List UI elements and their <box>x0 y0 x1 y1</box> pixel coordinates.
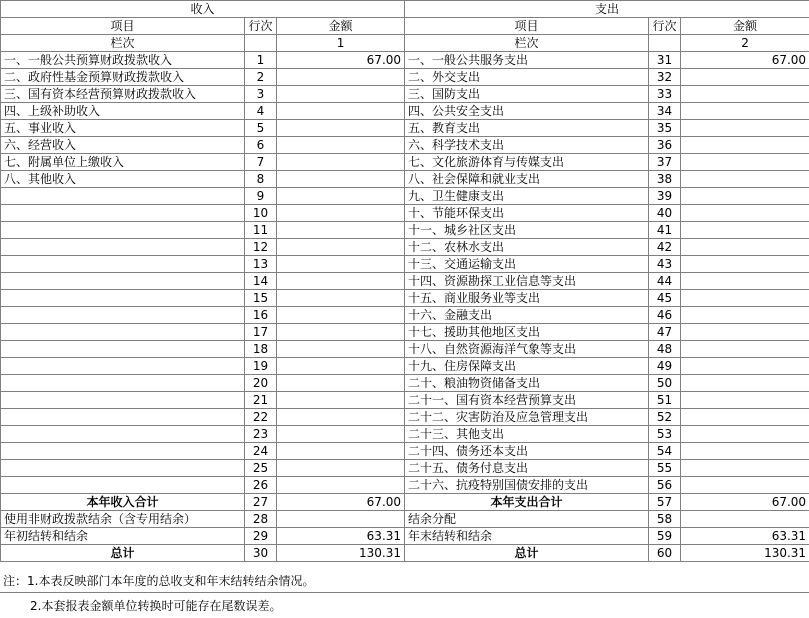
expense-amount-cell <box>681 86 809 103</box>
expense-amount-cell <box>681 205 809 222</box>
expense-line-cell: 36 <box>649 137 681 154</box>
expense-column-line-blank <box>649 35 681 52</box>
income-item-cell <box>1 239 245 256</box>
income-column-number: 1 <box>277 35 405 52</box>
income-item-cell <box>1 443 245 460</box>
income-item-cell <box>1 222 245 239</box>
grand-total-row <box>1 545 809 562</box>
income-line-header: 行次 <box>245 18 277 35</box>
income-item-cell: 七、附属单位上缴收入 <box>1 154 245 171</box>
expense-amount-cell <box>681 460 809 477</box>
income-item-cell: 八、其他收入 <box>1 171 245 188</box>
expense-line-cell: 40 <box>649 205 681 222</box>
income-amount-cell <box>277 256 405 273</box>
table-row <box>1 120 809 137</box>
grand-income-total-amount: 130.31 <box>277 545 405 562</box>
begin-carryover-line: 29 <box>245 528 277 545</box>
income-line-cell: 12 <box>245 239 277 256</box>
end-carryover-amount: 63.31 <box>681 528 809 545</box>
expense-item-cell: 十七、援助其他地区支出 <box>405 324 649 341</box>
year-income-total-label: 本年收入合计 <box>1 494 245 511</box>
income-line-cell: 1 <box>245 52 277 69</box>
grand-expense-total-label: 总计 <box>405 545 649 562</box>
income-line-cell: 26 <box>245 477 277 494</box>
table-row <box>1 103 809 120</box>
table-row <box>1 188 809 205</box>
income-item-cell <box>1 307 245 324</box>
income-amount-cell <box>277 460 405 477</box>
expense-amount-cell <box>681 392 809 409</box>
income-line-cell: 17 <box>245 324 277 341</box>
income-item-cell: 二、政府性基金预算财政拨款收入 <box>1 69 245 86</box>
expense-amount-cell <box>681 409 809 426</box>
table-row <box>1 86 809 103</box>
expense-amount-cell <box>681 120 809 137</box>
nonfiscal-amount <box>277 511 405 528</box>
income-line-cell: 21 <box>245 392 277 409</box>
end-carryover-line: 59 <box>649 528 681 545</box>
expense-amount-cell <box>681 375 809 392</box>
expense-column-number: 2 <box>681 35 809 52</box>
expense-item-cell: 十九、住房保障支出 <box>405 358 649 375</box>
expense-amount-cell <box>681 103 809 120</box>
income-item-cell <box>1 341 245 358</box>
expense-item-cell: 四、公共安全支出 <box>405 103 649 120</box>
expense-amount-cell <box>681 324 809 341</box>
income-amount-cell <box>277 392 405 409</box>
expense-amount-cell <box>681 341 809 358</box>
income-item-cell <box>1 205 245 222</box>
year-income-total-amount: 67.00 <box>277 494 405 511</box>
expense-line-cell: 34 <box>649 103 681 120</box>
expense-line-cell: 38 <box>649 171 681 188</box>
expense-item-cell: 十一、城乡社区支出 <box>405 222 649 239</box>
expense-line-cell: 45 <box>649 290 681 307</box>
surplus-distribution-amount <box>681 511 809 528</box>
income-amount-cell <box>277 426 405 443</box>
expense-line-cell: 54 <box>649 443 681 460</box>
income-line-cell: 5 <box>245 120 277 137</box>
expense-amount-cell <box>681 137 809 154</box>
expense-amount-cell <box>681 256 809 273</box>
income-column-label: 栏次 <box>1 35 245 52</box>
table-row <box>1 460 809 477</box>
expense-item-cell: 一、一般公共服务支出 <box>405 52 649 69</box>
expense-line-cell: 55 <box>649 460 681 477</box>
income-line-cell: 15 <box>245 290 277 307</box>
income-line-cell: 22 <box>245 409 277 426</box>
income-line-cell: 8 <box>245 171 277 188</box>
income-item-cell <box>1 256 245 273</box>
expense-amount-cell <box>681 171 809 188</box>
expense-amount-header: 金额 <box>681 18 809 35</box>
income-line-cell: 24 <box>245 443 277 460</box>
column-header-row <box>1 18 809 35</box>
income-amount-cell <box>277 188 405 205</box>
surplus-distribution-line: 58 <box>649 511 681 528</box>
end-carryover-label: 年末结转和结余 <box>405 528 649 545</box>
income-section-title: 收入 <box>1 1 405 18</box>
expense-line-cell: 39 <box>649 188 681 205</box>
expense-line-cell: 53 <box>649 426 681 443</box>
table-row <box>1 256 809 273</box>
income-amount-cell <box>277 290 405 307</box>
surplus-distribution-label: 结余分配 <box>405 511 649 528</box>
year-income-total-line: 27 <box>245 494 277 511</box>
income-line-cell: 18 <box>245 341 277 358</box>
grand-expense-total-amount: 130.31 <box>681 545 809 562</box>
income-amount-cell <box>277 239 405 256</box>
income-item-cell <box>1 188 245 205</box>
income-item-cell <box>1 477 245 494</box>
table-row <box>1 137 809 154</box>
table-row <box>1 443 809 460</box>
expense-line-cell: 51 <box>649 392 681 409</box>
income-amount-cell <box>277 171 405 188</box>
expense-item-cell: 十四、资源勘探工业信息等支出 <box>405 273 649 290</box>
table-row <box>1 222 809 239</box>
section-header-row <box>1 1 809 18</box>
income-item-cell <box>1 324 245 341</box>
expense-amount-cell <box>681 239 809 256</box>
year-expense-total-amount: 67.00 <box>681 494 809 511</box>
income-amount-cell <box>277 443 405 460</box>
table-row <box>1 290 809 307</box>
expense-line-cell: 33 <box>649 86 681 103</box>
income-amount-cell <box>277 120 405 137</box>
income-amount-cell <box>277 409 405 426</box>
nonfiscal-row <box>1 511 809 528</box>
expense-amount-cell <box>681 188 809 205</box>
expense-line-cell: 41 <box>649 222 681 239</box>
income-line-cell: 11 <box>245 222 277 239</box>
table-row <box>1 307 809 324</box>
expense-item-cell: 十六、金融支出 <box>405 307 649 324</box>
expense-amount-cell <box>681 426 809 443</box>
expense-amount-cell <box>681 69 809 86</box>
income-line-cell: 4 <box>245 103 277 120</box>
income-amount-cell <box>277 86 405 103</box>
expense-item-cell: 三、国防支出 <box>405 86 649 103</box>
expense-line-cell: 56 <box>649 477 681 494</box>
income-amount-header: 金额 <box>277 18 405 35</box>
year-expense-total-line: 57 <box>649 494 681 511</box>
table-row <box>1 409 809 426</box>
income-amount-cell <box>277 205 405 222</box>
expense-item-cell: 五、教育支出 <box>405 120 649 137</box>
income-item-cell <box>1 392 245 409</box>
expense-item-cell: 二十一、国有资本经营预算支出 <box>405 392 649 409</box>
nonfiscal-line: 28 <box>245 511 277 528</box>
income-line-cell: 7 <box>245 154 277 171</box>
carryover-row <box>1 528 809 545</box>
income-line-cell: 23 <box>245 426 277 443</box>
income-item-cell <box>1 375 245 392</box>
income-item-cell: 六、经营收入 <box>1 137 245 154</box>
column-number-row <box>1 35 809 52</box>
expense-item-cell: 二十二、灾害防治及应急管理支出 <box>405 409 649 426</box>
table-row <box>1 375 809 392</box>
grand-income-total-label: 总计 <box>1 545 245 562</box>
income-amount-cell <box>277 477 405 494</box>
expense-line-cell: 32 <box>649 69 681 86</box>
income-item-cell <box>1 273 245 290</box>
expense-item-cell: 十二、农林水支出 <box>405 239 649 256</box>
expense-item-cell: 二十五、债务付息支出 <box>405 460 649 477</box>
expense-item-cell: 六、科学技术支出 <box>405 137 649 154</box>
income-item-cell <box>1 409 245 426</box>
footnote-2: 2.本套报表金额单位转换时可能存在尾数误差。 <box>30 599 282 613</box>
expense-amount-cell <box>681 358 809 375</box>
begin-carryover-amount: 63.31 <box>277 528 405 545</box>
expense-amount-cell <box>681 273 809 290</box>
income-amount-cell <box>277 137 405 154</box>
expense-item-cell: 十五、商业服务业等支出 <box>405 290 649 307</box>
expense-line-cell: 52 <box>649 409 681 426</box>
income-line-cell: 6 <box>245 137 277 154</box>
expense-amount-cell <box>681 222 809 239</box>
table-row <box>1 171 809 188</box>
expense-line-header: 行次 <box>649 18 681 35</box>
expense-amount-cell <box>681 290 809 307</box>
table-row <box>1 154 809 171</box>
expense-item-cell: 二十三、其他支出 <box>405 426 649 443</box>
expense-item-cell: 八、社会保障和就业支出 <box>405 171 649 188</box>
income-amount-cell <box>277 222 405 239</box>
nonfiscal-label: 使用非财政拨款结余（含专用结余） <box>1 511 245 528</box>
expense-item-cell: 九、卫生健康支出 <box>405 188 649 205</box>
expense-item-cell: 十三、交通运输支出 <box>405 256 649 273</box>
table-row <box>1 205 809 222</box>
grand-expense-total-line: 60 <box>649 545 681 562</box>
table-row <box>1 358 809 375</box>
income-amount-cell <box>277 358 405 375</box>
table-row <box>1 239 809 256</box>
expense-amount-cell <box>681 154 809 171</box>
income-item-header: 项目 <box>1 18 245 35</box>
grand-income-total-line: 30 <box>245 545 277 562</box>
year-expense-total-label: 本年支出合计 <box>405 494 649 511</box>
income-item-cell: 一、一般公共预算财政拨款收入 <box>1 52 245 69</box>
expense-line-cell: 42 <box>649 239 681 256</box>
table-row <box>1 341 809 358</box>
expense-item-cell: 十、节能环保支出 <box>405 205 649 222</box>
expense-item-cell: 二十六、抗疫特别国债安排的支出 <box>405 477 649 494</box>
income-item-cell <box>1 358 245 375</box>
expense-column-label: 栏次 <box>405 35 649 52</box>
income-amount-cell <box>277 273 405 290</box>
table-row <box>1 426 809 443</box>
expense-amount-cell: 67.00 <box>681 52 809 69</box>
expense-item-cell: 七、文化旅游体育与传媒支出 <box>405 154 649 171</box>
income-item-cell: 三、国有资本经营预算财政拨款收入 <box>1 86 245 103</box>
expense-amount-cell <box>681 443 809 460</box>
income-amount-cell <box>277 324 405 341</box>
expense-line-cell: 44 <box>649 273 681 290</box>
begin-carryover-label: 年初结转和结余 <box>1 528 245 545</box>
income-line-cell: 14 <box>245 273 277 290</box>
expense-line-cell: 43 <box>649 256 681 273</box>
expense-item-cell: 十八、自然资源海洋气象等支出 <box>405 341 649 358</box>
expense-line-cell: 48 <box>649 341 681 358</box>
expense-line-cell: 31 <box>649 52 681 69</box>
expense-section-title: 支出 <box>405 1 809 18</box>
income-amount-cell <box>277 307 405 324</box>
income-amount-cell: 67.00 <box>277 52 405 69</box>
expense-item-cell: 二、外交支出 <box>405 69 649 86</box>
income-amount-cell <box>277 103 405 120</box>
expense-line-cell: 47 <box>649 324 681 341</box>
table-row <box>1 52 809 69</box>
expense-amount-cell <box>681 477 809 494</box>
expense-item-cell: 二十四、债务还本支出 <box>405 443 649 460</box>
expense-line-cell: 49 <box>649 358 681 375</box>
income-amount-cell <box>277 69 405 86</box>
income-item-cell: 四、上级补助收入 <box>1 103 245 120</box>
table-row <box>1 477 809 494</box>
income-column-line-blank <box>245 35 277 52</box>
expense-amount-cell <box>681 307 809 324</box>
income-item-cell <box>1 460 245 477</box>
year-total-row <box>1 494 809 511</box>
expense-line-cell: 37 <box>649 154 681 171</box>
income-line-cell: 20 <box>245 375 277 392</box>
income-line-cell: 3 <box>245 86 277 103</box>
expense-item-header: 项目 <box>405 18 649 35</box>
income-line-cell: 19 <box>245 358 277 375</box>
income-line-cell: 25 <box>245 460 277 477</box>
income-item-cell: 五、事业收入 <box>1 120 245 137</box>
table-row <box>1 392 809 409</box>
expense-line-cell: 35 <box>649 120 681 137</box>
table-row <box>1 273 809 290</box>
income-item-cell <box>1 290 245 307</box>
expense-line-cell: 46 <box>649 307 681 324</box>
income-item-cell <box>1 426 245 443</box>
expense-item-cell: 二十、粮油物资储备支出 <box>405 375 649 392</box>
income-line-cell: 2 <box>245 69 277 86</box>
expense-line-cell: 50 <box>649 375 681 392</box>
income-line-cell: 10 <box>245 205 277 222</box>
income-line-cell: 9 <box>245 188 277 205</box>
table-row <box>1 69 809 86</box>
footnote-1: 注：1.本表反映部门本年度的总收支和年末结转结余情况。 <box>0 570 809 593</box>
income-amount-cell <box>277 154 405 171</box>
income-line-cell: 13 <box>245 256 277 273</box>
table-row <box>1 324 809 341</box>
income-line-cell: 16 <box>245 307 277 324</box>
income-amount-cell <box>277 341 405 358</box>
income-amount-cell <box>277 375 405 392</box>
